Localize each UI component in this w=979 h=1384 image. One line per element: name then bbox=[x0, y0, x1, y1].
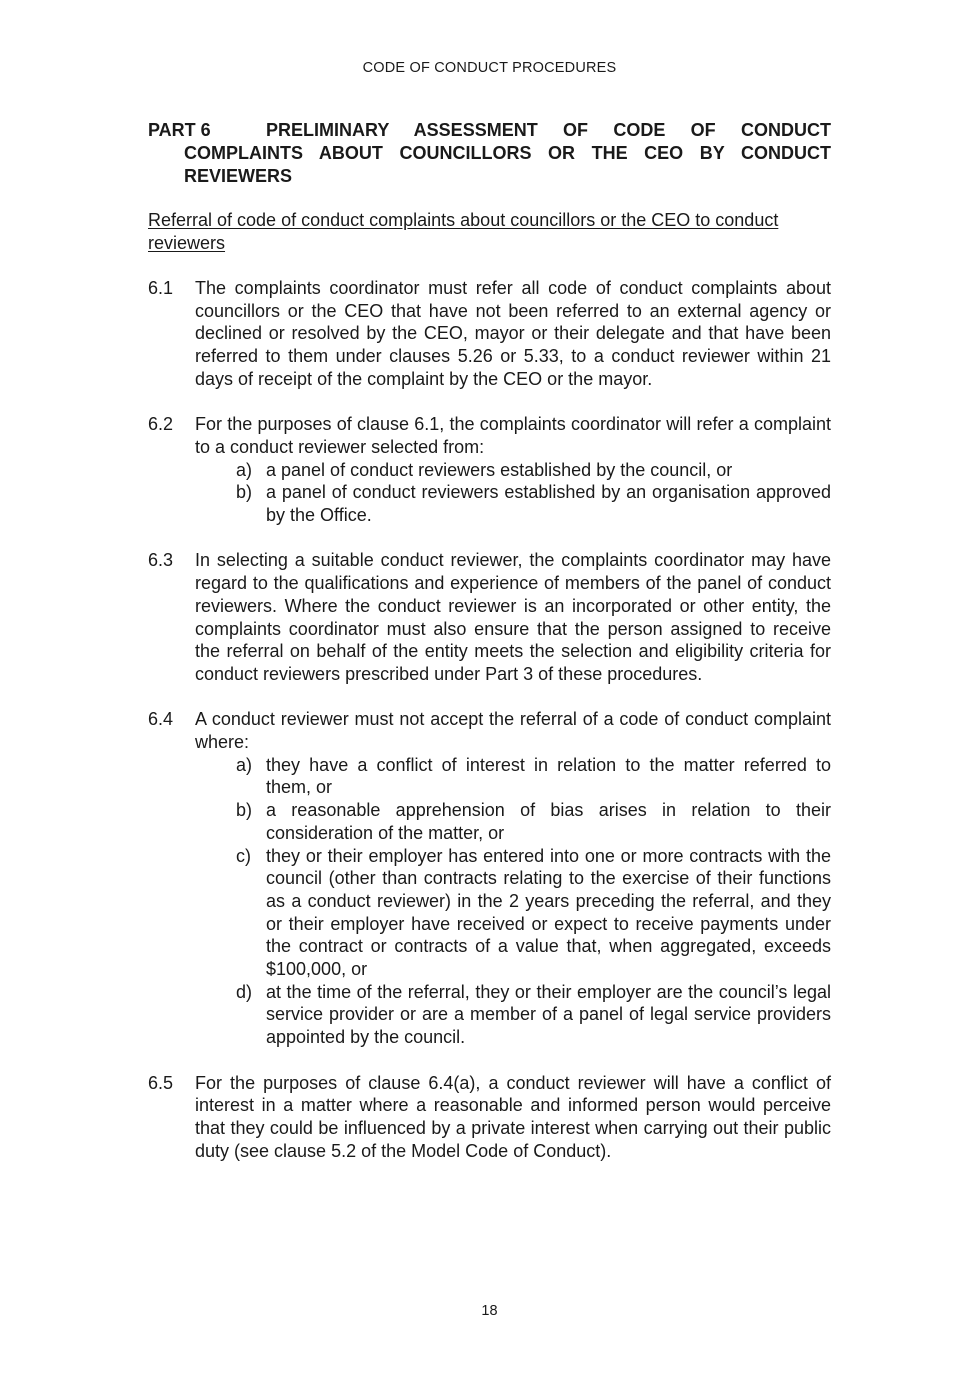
clause-number: 6.1 bbox=[148, 278, 174, 298]
clause-number: 6.3 bbox=[148, 550, 174, 571]
list-item-label: a) bbox=[236, 459, 253, 480]
part-title-line-1: PRELIMINARY ASSESSMENT OF CODE OF CONDUCT bbox=[266, 120, 831, 140]
list-item-text: a reasonable apprehension of bias arises in relation to their consideration of the matter, or bbox=[266, 800, 831, 843]
list-item-label: d) bbox=[236, 981, 253, 1002]
clause-text: The complaints coordinator must refer all code of conduct complaints about councillors or the CEO that have not been referred to an external agency or declined or resolved by the CEO, mayor or their delegate and that have been referred to them under clauses 5.26 or 5.33, to a conduct reviewer within 21 days of receipt of the complaint by the CEO or the mayor. bbox=[195, 278, 831, 389]
part-title-line-2: COMPLAINTS ABOUT COUNCILLORS OR THE CEO BY CONDUCT bbox=[184, 143, 831, 163]
page-number: 18 bbox=[481, 1303, 498, 1319]
clause-6-5 bbox=[148, 1072, 831, 1163]
running-header: CODE OF CONDUCT PROCEDURES bbox=[362, 60, 617, 76]
clause-list bbox=[148, 277, 831, 1185]
list-item bbox=[195, 981, 831, 1049]
clause-number: 6.5 bbox=[148, 1072, 174, 1093]
clause-text: For the purposes of clause 6.1, the complaints coordinator will refer a complaint to a conduct reviewer selected from: bbox=[195, 414, 831, 457]
clause-6-3 bbox=[148, 549, 831, 685]
list-item bbox=[195, 799, 831, 844]
clause-6-2 bbox=[148, 413, 831, 527]
list-item-text: they or their employer has entered into one or more contracts with the council (other than contracts relating to the exercise of their functions as a conduct reviewer) in the 2 years preceding the referral, and they or their employer have received or expect to receive payments under the contract or contracts of a value that, when aggregated, exceeds $100,000, or bbox=[266, 845, 831, 980]
list-item bbox=[195, 459, 831, 482]
part-number: PART 6 bbox=[148, 120, 211, 140]
list-item-text: at the time of the referral, they or their employer are the council’s legal service provider or are a member of a panel of legal service providers appointed by the council. bbox=[266, 981, 831, 1048]
clause-content bbox=[195, 708, 831, 1049]
clause-content bbox=[195, 413, 831, 527]
list-item-text: a panel of conduct reviewers established by an organisation approved by the Office. bbox=[266, 482, 831, 526]
clause-number: 6.4 bbox=[148, 709, 174, 730]
list-item-label: c) bbox=[236, 845, 251, 866]
list-item-text: a panel of conduct reviewers established by the council, or bbox=[266, 459, 733, 480]
sub-item-list bbox=[195, 459, 831, 527]
list-item bbox=[195, 481, 831, 526]
clause-text: A conduct reviewer must not accept the referral of a code of conduct complaint where: bbox=[195, 709, 831, 753]
clause-text: For the purposes of clause 6.4(a), a conduct reviewer will have a conflict of interest in a matter where a reasonable and informed person would perceive that they could be influenced by a private interest when carrying out their public duty (see clause 5.2 of the Model Code of Conduct). bbox=[195, 1072, 831, 1161]
section-heading: Referral of code of conduct complaints about councillors or the CEO to conduct reviewers bbox=[148, 210, 779, 253]
list-item-text: they have a conflict of interest in relation to the matter referred to them, or bbox=[266, 754, 831, 798]
clause-6-4 bbox=[148, 708, 831, 1049]
sub-item-list bbox=[195, 754, 831, 1049]
part-title-line-3: REVIEWERS bbox=[184, 166, 293, 186]
clause-6-1 bbox=[148, 277, 831, 391]
clause-text: In selecting a suitable conduct reviewer, the complaints coordinator may have regard to the qualifications and experience of members of the panel of conduct reviewers. Where the conduct reviewer is an incorporated or other entity, the complaints coordinator must also ensure that the person assigned to receive the referral on behalf of the entity meets the selection and eligibility criteria for conduct reviewers prescribed under Part 3 of these procedures. bbox=[195, 550, 831, 684]
list-item bbox=[195, 754, 831, 799]
part-heading-line-1 bbox=[148, 119, 831, 142]
list-item-label: b) bbox=[236, 800, 253, 821]
list-item-label: a) bbox=[236, 754, 253, 775]
clause-number: 6.2 bbox=[148, 414, 174, 435]
list-item bbox=[195, 845, 831, 981]
part-heading bbox=[148, 119, 831, 188]
list-item-label: b) bbox=[236, 482, 253, 503]
